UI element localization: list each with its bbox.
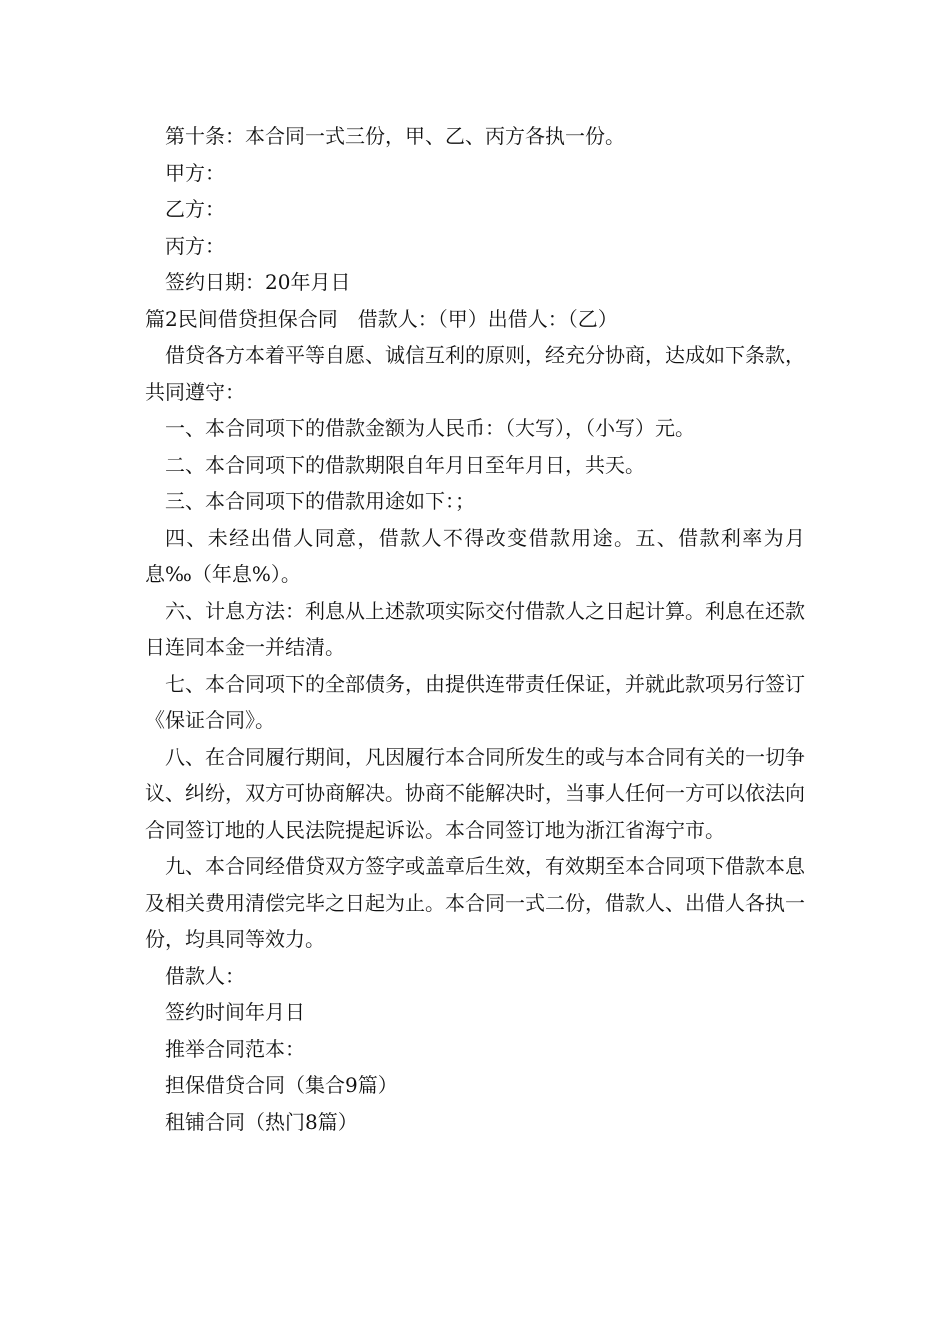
clause-ten: 第十条：本合同一式三份，甲、乙、丙方各执一份。	[165, 124, 625, 148]
signing-time: 签约时间年月日	[165, 1000, 305, 1024]
clause-four-five: 四、未经出借人同意，借款人不得改变借款用途。五、借款利率为月息‰（年息%）。	[145, 525, 805, 586]
preamble-paragraph: 借贷各方本着平等自愿、诚信互利的原则，经充分协商，达成如下条款，共同遵守：	[145, 343, 805, 404]
document-page	[145, 118, 805, 1140]
section-title: 篇2民间借贷担保合同 借款人：（甲）出借人：（乙）	[145, 306, 618, 331]
recommended-templates-label: 推举合同范本：	[165, 1036, 305, 1061]
borrower-label: 借款人：	[165, 963, 245, 988]
clause-two: 二、本合同项下的借款期限自年月日至年月日，共天。	[165, 452, 645, 477]
clause-six: 六、计息方法：利息从上述款项实际交付借款人之日起计算。利息在还款日连同本金一并结清。	[145, 598, 805, 659]
recommended-template-1: 担保借贷合同（集合9篇）	[165, 1073, 398, 1097]
clause-one: 一、本合同项下的借款金额为人民币：（大写），（小写）元。	[165, 416, 695, 440]
party-b-label: 乙方：	[165, 197, 225, 221]
recommended-template-2: 租铺合同（热门8篇）	[165, 1109, 358, 1134]
signing-date: 签约日期：20年月日	[165, 270, 351, 294]
clause-three: 三、本合同项下的借款用途如下：；	[165, 489, 475, 513]
clause-nine: 九、本合同经借贷双方签字或盖章后生效，有效期至本合同项下借款本息及相关费用清偿完毕之日起为止。本合同一式二份，借款人、出借人各执一份，均具同等效力。	[145, 854, 805, 951]
clause-eight: 八、在合同履行期间，凡因履行本合同所发生的或与本合同有关的一切争议、纠纷，双方可协商解决。协商不能解决时，当事人任何一方可以依法向合同签订地的人民法院提起诉讼。本合同签订地为浙江省海宁市。	[145, 744, 805, 842]
clause-seven: 七、本合同项下的全部债务，由提供连带责任保证，并就此款项另行签订《保证合同》。	[145, 671, 805, 732]
party-a-label: 甲方：	[165, 160, 225, 185]
party-c-label: 丙方：	[165, 233, 225, 258]
